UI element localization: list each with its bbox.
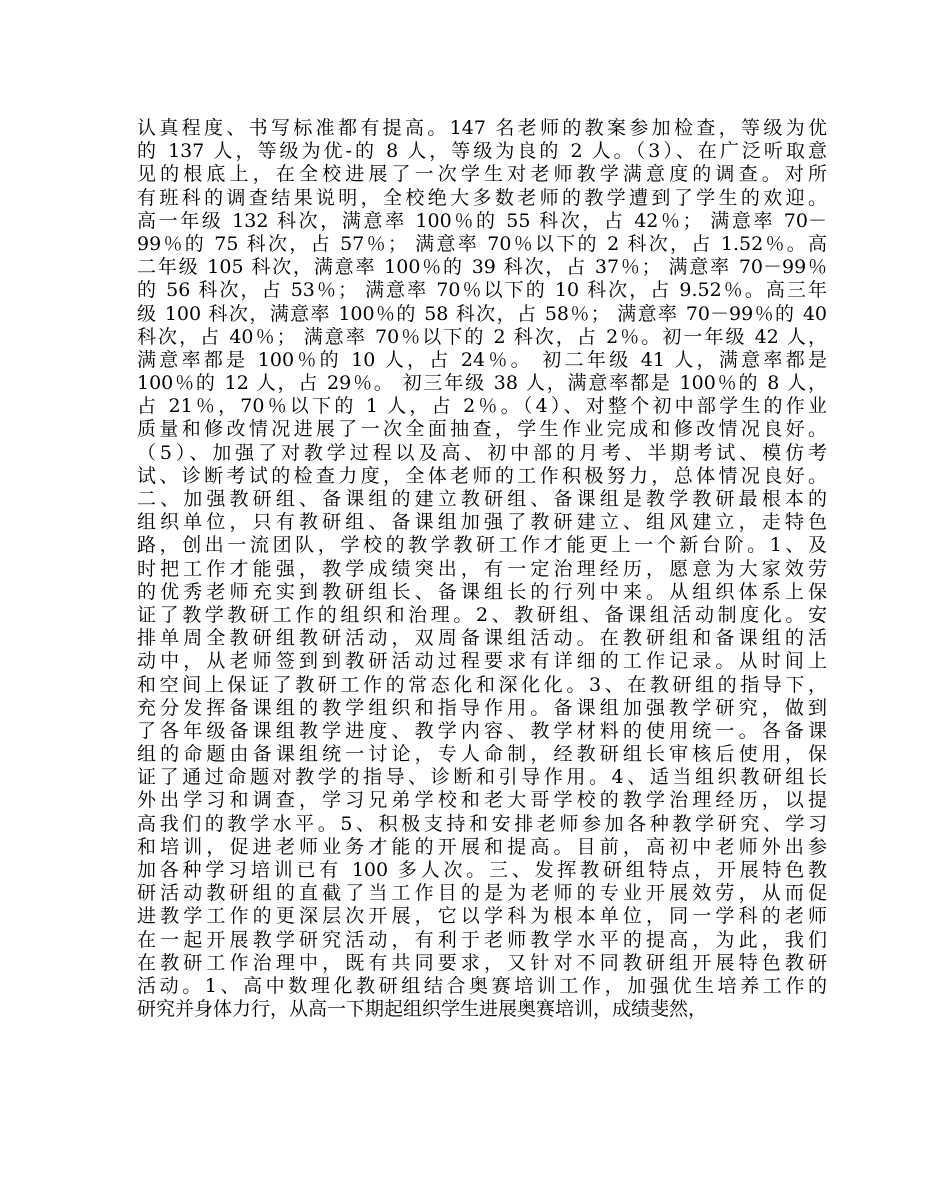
text-line: 外出学习和调查，学习兄弟学校和老大哥学校的教学治理经历，以提 bbox=[137, 789, 827, 812]
text-line: 99％的 75 科次，占 57％； 满意率 70％以下的 2 科次，占 1.52％。高 bbox=[137, 232, 827, 255]
text-line: 加各种学习培训已有 100 多人次。三、发挥教研组特点，开展特色教 bbox=[137, 859, 827, 881]
text-line: 时把工作才能强，教学成绩突出，有一定治理经历，愿意为大家效劳 bbox=[137, 557, 827, 580]
text-line: 占 21％，70％以下的 1 人，占 2％。（4）、对整个初中部学生的作业 bbox=[137, 395, 827, 418]
text-line: 动中，从老师签到到教研活动过程要求有详细的工作记录。从时间上 bbox=[137, 650, 827, 673]
text-line: 在一起开展教学研究活动，有利于老师教学水平的提高，为此，我们 bbox=[137, 928, 827, 951]
text-line: 排单周全教研组教研活动，双周备课组活动。在教研组和备课组的活 bbox=[137, 627, 827, 650]
text-line: 和培训，促进老师业务才能的开展和提高。目前，高初中老师外出参 bbox=[137, 835, 827, 858]
body-text bbox=[137, 117, 827, 1021]
text-line: 科次，占 40％； 满意率 70％以下的 2 科次，占 2％。初一年级 42 人， bbox=[137, 325, 827, 348]
text-line: 的优秀老师充实到教研组长、备课组长的行列中来。从组织体系上保 bbox=[137, 580, 827, 603]
text-line: 高一年级 132 科次，满意率 100％的 55 科次，占 42％； 满意率 70－ bbox=[137, 209, 827, 232]
text-line: （5）、加强了对教学过程以及高、初中部的月考、半期考试、模仿考 bbox=[137, 441, 827, 464]
text-line: 有班科的调查结果说明，全校绝大多数老师的教学遭到了学生的欢迎。 bbox=[137, 186, 827, 209]
text-line: 在教研工作治理中，既有共同要求，又针对不同教研组开展特色教研 bbox=[137, 951, 827, 974]
text-line: 组的命题由备课组统一讨论，专人命制，经教研组长审核后使用，保 bbox=[137, 743, 827, 766]
text-line: 研活动教研组的直截了当工作目的是为老师的专业开展效劳，从而促 bbox=[137, 882, 827, 905]
text-line: 证了教学教研工作的组织和治理。2、教研组、备课组活动制度化。安 bbox=[137, 603, 827, 626]
text-line: 级 100 科次，满意率 100％的 58 科次，占 58％； 满意率 70－99％的 40 bbox=[137, 302, 827, 325]
text-line: 路，创出一流团队，学校的教学教研工作才能更上一个新台阶。1、及 bbox=[137, 534, 827, 557]
text-line: 试、诊断考试的检查力度，全体老师的工作积极努力，总体情况良好。 bbox=[137, 464, 827, 487]
text-line: 满意率都是 100％的 10 人，占 24％。 初二年级 41 人，满意率都是 bbox=[137, 348, 827, 371]
text-line: 充分发挥备课组的教学组织和指导作用。备课组加强教学研究，做到 bbox=[137, 696, 827, 719]
text-line: 了各年级备课组教学进度、教学内容、教学材料的使用统一。各备课 bbox=[137, 719, 827, 742]
text-line: 和空间上保证了教研工作的常态化和深化化。3、在教研组的指导下， bbox=[137, 673, 827, 696]
text-line: 见的根底上，在全校进展了一次学生对老师教学满意度的调查。对所 bbox=[137, 163, 827, 186]
text-line: 组织单位，只有教研组、备课组加强了教研建立、组风建立，走特色 bbox=[137, 511, 827, 534]
text-line: 进教学工作的更深层次开展，它以学科为根本单位，同一学科的老师 bbox=[137, 905, 827, 928]
text-line: 认真程度、书写标准都有提高。147 名老师的教案参加检查，等级为优 bbox=[137, 117, 827, 139]
text-line: 100％的 12 人，占 29％。 初三年级 38 人，满意率都是 100％的 8 人， bbox=[137, 372, 827, 395]
text-line: 证了通过命题对教学的指导、诊断和引导作用。4、适当组织教研组长 bbox=[137, 766, 827, 789]
text-line: 的 137 人，等级为优-的 8 人，等级为良的 2 人。（3）、在广泛听取意 bbox=[137, 140, 827, 163]
text-line: 活动。1、高中数理化教研组结合奥赛培训工作，加强优生培养工作的 bbox=[137, 974, 827, 997]
text-line: 二年级 105 科次，满意率 100％的 39 科次，占 37％； 满意率 70－99％ bbox=[137, 256, 827, 279]
text-line: 二、加强教研组、备课组的建立教研组、备课组是教学教研最根本的 bbox=[137, 488, 827, 510]
text-line: 高我们的教学水平。5、积极支持和安排老师参加各种教学研究、学习 bbox=[137, 812, 827, 835]
text-line: 的 56 科次，占 53％； 满意率 70％以下的 10 科次，占 9.52％。高三年 bbox=[137, 279, 827, 302]
text-line: 质量和修改情况进展了一次全面抽查，学生作业完成和修改情况良好。 bbox=[137, 418, 827, 441]
text-line: 研究并身体力行，从高一下期起组织学生进展奥赛培训，成绩斐然， bbox=[137, 998, 708, 1021]
